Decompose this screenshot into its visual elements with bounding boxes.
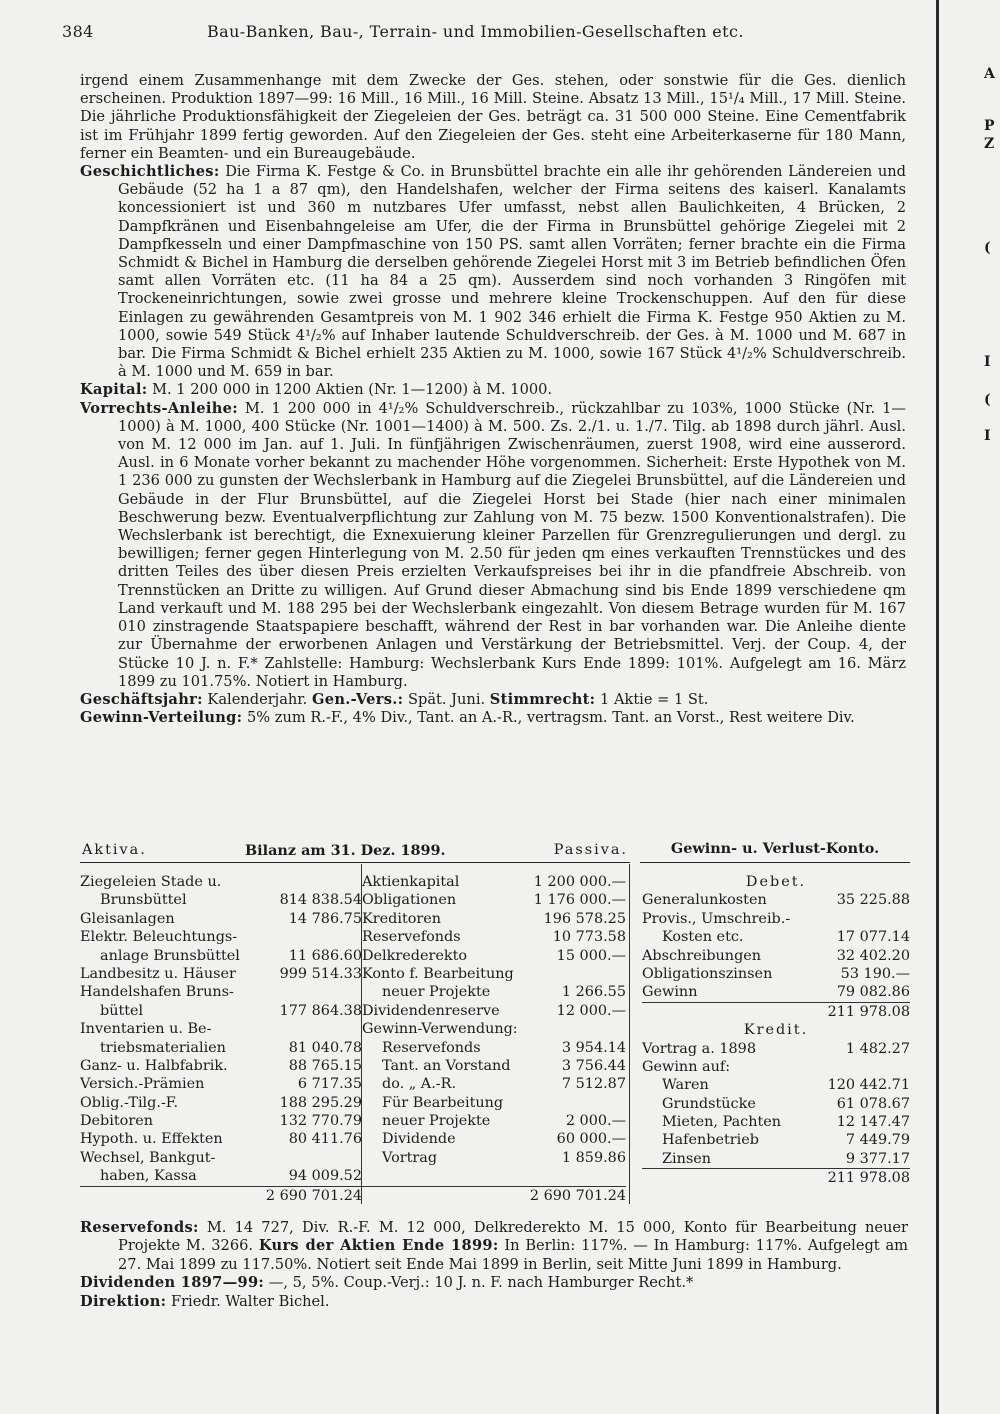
row-value: 10 773.58 bbox=[552, 929, 626, 946]
row-label: Elektr. Beleuchtungs- bbox=[80, 929, 238, 946]
reservefonds-label: Reservefonds: bbox=[80, 1219, 199, 1236]
row-label: Tant. an Vorstand bbox=[382, 1057, 511, 1074]
passiva-row bbox=[362, 1039, 626, 1057]
margin-letter: ( bbox=[984, 240, 991, 256]
row-value: 32 402.20 bbox=[836, 947, 910, 964]
row-value: 1 176 000.— bbox=[533, 892, 626, 909]
row-value: 79 082.86 bbox=[836, 984, 910, 1001]
passiva-row bbox=[362, 1020, 626, 1038]
row-label: Debitoren bbox=[80, 1113, 153, 1130]
aktiva-row bbox=[80, 1039, 362, 1057]
row-label: Für Bearbeitung bbox=[382, 1094, 504, 1111]
aktiva-row bbox=[80, 891, 362, 909]
row-label: haben, Kassa bbox=[100, 1168, 197, 1185]
row-value: 94 009.52 bbox=[288, 1168, 362, 1185]
kredit-heading bbox=[642, 1021, 910, 1039]
passiva-row bbox=[362, 1057, 626, 1075]
guv-title: Gewinn- u. Verlust-Konto. bbox=[640, 840, 910, 863]
row-label: Mieten, Pachten bbox=[662, 1114, 782, 1131]
kapital-section bbox=[80, 381, 906, 399]
passiva-row bbox=[362, 910, 626, 928]
row-label: büttel bbox=[100, 1002, 144, 1019]
row-value: 11 686.60 bbox=[288, 947, 362, 964]
passiva-row bbox=[362, 1149, 626, 1167]
margin-letter: I bbox=[984, 428, 991, 444]
kredit-row bbox=[642, 1131, 910, 1149]
reserve-kurs-section bbox=[80, 1219, 908, 1274]
passiva-row bbox=[362, 1094, 626, 1112]
aktiva-row bbox=[80, 873, 362, 891]
margin-letter: Z bbox=[984, 136, 995, 152]
row-value: 80 411.76 bbox=[288, 1131, 362, 1148]
anleihe-text: M. 1 200 000 in 4¹/₂% Schuldverschreib., rückzahlbar zu 103%, 1000 Stücke (Nr. 1—1000) à M. 1000, 400 Stücke (Nr. 1001—1400) à M. 500. Zs. 2./1. u. 1./7. Tilg. ab 1898 durch jährl. Ausl. von M. 12 000 im Jan. auf 1. Juli. In fünfjährigen Zwischenräumen, zuerst 1908, wird eine ausserord. Ausl. in 6 Monate vorher bekannt zu machender Höhe vorgenommen. Sicherheit: Erste Hypothek von M. 1 236 000 zu gunsten der Wechslerbank in Hamburg auf die Ziegelei Brunsbüttel, auf die Ländereien und Gebäude in der Flur Brunsbüttel, auf die Ziegelei Horst bei Stade (hier nach einer minimalen Beschwerung bezw. Eventualverpflichtung zur Zahlung von M. 75 bezw. 1500 Konventionalstrafen). Die Wechslerbank ist berechtigt, die Exnexuierung kleiner Parzellen für Grenzregulierungen und dergl. zu bewilligen; ferner gegen Hinterlegung von M. 2.50 für jeden qm eines verkauften Trennstückes und des dritten Teiles des über diesen Preis erzielten Verkaufspreises bei ihr in die pfandfreie Abschreib. von Trennstücken an Dritte zu willigen. Auf Grund dieser Abmachung sind bis Ende 1899 verschiedene qm Land verkauft und M. 188 295 bei der Wechslerbank eingezahlt. Von diesem Betrage wurden für M. 167 010 zinstragende Staatspapiere beschafft, während der Rest in bar vorhanden war. Die Anleihe diente zur Übernahme der erworbenen Anlagen und Verstärkung der Betriebsmittel. Verj. der Coup. 4, der Stücke 10 J. n. F.* Zahlstelle: Hamburg: Wechslerbank Kurs Ende 1899: 101%. Aufgelegt am 16. März 1899 zu 101.75%. Notiert in Hamburg. bbox=[118, 399, 906, 690]
row-value: 2 690 701.24 bbox=[265, 1187, 362, 1204]
row-label: Abschreibungen bbox=[642, 947, 762, 964]
row-label: Gleisanlagen bbox=[80, 910, 175, 927]
row-value: 14 786.75 bbox=[288, 910, 362, 927]
row-value: 211 978.08 bbox=[827, 1170, 910, 1187]
dividenden-text: —, 5, 5%. Coup.-Verj.: 10 J. n. F. nach Hamburger Recht.* bbox=[268, 1274, 694, 1292]
aktiva-row bbox=[80, 983, 362, 1001]
row-label: Vortrag bbox=[382, 1149, 438, 1166]
row-value: 12 147.47 bbox=[836, 1114, 910, 1131]
aktiva-row bbox=[80, 1167, 362, 1185]
guv-column bbox=[642, 873, 910, 1188]
row-label: Dividende bbox=[382, 1131, 456, 1148]
row-value: 53 190.— bbox=[840, 965, 910, 982]
row-label: Kredit. bbox=[743, 1022, 809, 1039]
row-label: Brunsbüttel bbox=[100, 892, 187, 909]
kapital-label: Kapital: bbox=[80, 381, 148, 399]
row-value: 7 512.87 bbox=[561, 1076, 626, 1093]
aktiva-row bbox=[80, 1020, 362, 1038]
direktion-section bbox=[80, 1293, 908, 1311]
aktiva-row bbox=[80, 1094, 362, 1112]
passiva-row bbox=[362, 947, 626, 965]
row-label: Vortrag a. 1898 bbox=[642, 1040, 756, 1057]
row-label: Obligationszinsen bbox=[642, 965, 773, 982]
passiva-row bbox=[362, 1130, 626, 1148]
row-value: 60 000.— bbox=[556, 1131, 626, 1148]
kurs-label: Kurs der Aktien Ende 1899: bbox=[258, 1237, 499, 1255]
margin-letter: ( bbox=[984, 392, 991, 408]
aktiva-row bbox=[80, 947, 362, 965]
page-header bbox=[62, 22, 922, 48]
passiva-row bbox=[362, 891, 626, 909]
row-label: Dividendenreserve bbox=[362, 1002, 500, 1019]
aktiva-total-row bbox=[80, 1186, 362, 1205]
row-label: Hafenbetrieb bbox=[662, 1132, 759, 1149]
kredit-row bbox=[642, 1076, 910, 1094]
balance-header bbox=[80, 840, 630, 863]
row-value: 61 078.67 bbox=[836, 1095, 910, 1112]
debet-heading bbox=[642, 873, 910, 891]
geschichtliches-section bbox=[80, 163, 906, 381]
row-label: Delkrederekto bbox=[362, 947, 468, 964]
row-value: 81 040.78 bbox=[288, 1039, 362, 1056]
margin-letter: P bbox=[984, 118, 995, 134]
direktion-text: Friedr. Walter Bichel. bbox=[170, 1292, 330, 1310]
balance-title: Bilanz am 31. Dez. 1899. bbox=[245, 842, 446, 859]
company-footer bbox=[80, 1219, 908, 1311]
row-label: Gewinn bbox=[642, 984, 698, 1001]
row-label: Provis., Umschreib.- bbox=[642, 910, 791, 927]
company-description bbox=[80, 72, 906, 727]
row-value: 17 077.14 bbox=[836, 929, 910, 946]
row-label: neuer Projekte bbox=[382, 984, 491, 1001]
row-label: Aktienkapital bbox=[362, 874, 460, 890]
debet-row bbox=[642, 947, 910, 965]
margin-letter: I bbox=[984, 354, 991, 370]
row-label: Obligationen bbox=[362, 892, 457, 909]
kurs-text: In Berlin: 117%. — In Hamburg: 117%. Aufgelegt am 27. Mai 1899 zu 117.50%. Notiert seit Ende Mai 1899 in Berlin, seit Mitte Juni 1899 in Hamburg. bbox=[118, 1237, 909, 1273]
row-label: neuer Projekte bbox=[382, 1113, 491, 1130]
kredit-total-row bbox=[642, 1168, 910, 1187]
geschichtliches-label: Geschichtliches: bbox=[80, 163, 220, 181]
aktiva-row bbox=[80, 1112, 362, 1130]
anleihe-section bbox=[80, 400, 906, 691]
kapital-text: M. 1 200 000 in 1200 Aktien (Nr. 1—1200) à M. 1000. bbox=[152, 381, 553, 399]
row-value: 15 000.— bbox=[556, 947, 626, 964]
stimmrecht-label: Stimmrecht: bbox=[489, 690, 596, 708]
gewinn-text: 5% zum R.-F., 4% Div., Tant. an A.-R., vertragsm. Tant. an Vorst., Rest weitere Div. bbox=[247, 709, 855, 727]
row-label: Debet. bbox=[745, 874, 807, 890]
aktiva-row bbox=[80, 1057, 362, 1075]
geschaeftsjahr-text: Kalenderjahr. bbox=[207, 690, 308, 708]
meta-section bbox=[80, 691, 906, 709]
aktiva-row bbox=[80, 965, 362, 983]
aktiva-label: Aktiva. bbox=[82, 842, 147, 858]
row-label: Oblig.-Tilg.-F. bbox=[80, 1094, 179, 1111]
financial-tables bbox=[80, 840, 910, 1215]
row-value: 1 859.86 bbox=[561, 1149, 626, 1166]
kredit-row bbox=[642, 1150, 910, 1168]
geschaeftsjahr-label: Geschäftsjahr: bbox=[80, 690, 203, 708]
aktiva-row bbox=[80, 1002, 362, 1020]
row-value: 132 770.79 bbox=[279, 1113, 362, 1130]
dividenden-section bbox=[80, 1274, 908, 1292]
running-title: Bau-Banken, Bau-, Terrain- und Immobilien-Gesellschaften etc. bbox=[207, 22, 744, 41]
gen-vers-text: Spät. Juni. bbox=[407, 690, 486, 708]
row-value: 814 838.54 bbox=[279, 892, 362, 909]
passiva-total-row bbox=[362, 1186, 626, 1205]
row-label: do. „ A.-R. bbox=[382, 1076, 457, 1093]
gen-vers-label: Gen.-Vers.: bbox=[311, 690, 404, 708]
row-value: 1 482.27 bbox=[845, 1040, 910, 1057]
row-label: Hypoth. u. Effekten bbox=[80, 1131, 223, 1148]
row-label: Konto f. Bearbeitung bbox=[362, 965, 514, 982]
column-divider bbox=[629, 864, 630, 1204]
row-label: Gewinn auf: bbox=[642, 1058, 731, 1075]
row-value: 9 377.17 bbox=[845, 1150, 910, 1167]
aktiva-column bbox=[80, 873, 362, 1205]
row-label: Generalunkosten bbox=[642, 892, 767, 909]
row-label: Ziegeleien Stade u. bbox=[80, 874, 222, 890]
passiva-row bbox=[362, 1002, 626, 1020]
kredit-row bbox=[642, 1095, 910, 1113]
row-label: Handelshafen Bruns- bbox=[80, 984, 234, 1001]
row-value: 3 954.14 bbox=[561, 1039, 626, 1056]
margin-letter: A bbox=[984, 66, 995, 82]
page-number: 384 bbox=[62, 22, 94, 41]
passiva-row bbox=[362, 983, 626, 1001]
direktion-label: Direktion: bbox=[80, 1292, 167, 1310]
row-value: 7 449.79 bbox=[845, 1132, 910, 1149]
debet-row bbox=[642, 965, 910, 983]
row-label: Ganz- u. Halbfabrik. bbox=[80, 1057, 228, 1074]
debet-row bbox=[642, 910, 910, 928]
row-label: Reservefonds bbox=[382, 1039, 481, 1056]
page-edge-rule bbox=[936, 0, 939, 1414]
next-page-margin bbox=[984, 0, 1000, 1414]
row-value: 196 578.25 bbox=[543, 910, 626, 927]
row-label: Inventarien u. Be- bbox=[80, 1021, 212, 1038]
row-value: 177 864.38 bbox=[279, 1002, 362, 1019]
passiva-column bbox=[362, 873, 626, 1205]
geschichtliches-text: Die Firma K. Festge & Co. in Brunsbüttel brachte ein alle ihr gehörenden Ländereien und Gebäude (52 ha 1 a 87 qm), den Handelshafen, welcher der Firma seitens des kaiserl. Kanalamts koncessioniert ist und 360 m nutzbares Ufer umfasst, nebst allen Baulichkeiten, 4 Brücken, 2 Dampfkränen und Eisenbahngeleise am Ufer, die der Firma in Brunsbüttel gehörige Ziegelei mit 2 Dampfkesseln und einer Dampfmaschine von 150 PS. samt allen Vorräten; ferner brachte ein die Firma Schmidt & Bichel in Hamburg die derselben gehörende Ziegelei Horst mit 3 im Betrieb befindlichen Öfen samt allen Vorräten etc. (11 ha 84 a 25 qm). Ausserdem sind noch vorhanden 3 Ringöfen mit Trockeneinrichtungen, sowie zwei grosse und mehrere kleine Trockenschuppen. Auf den für diese Einlagen zu gewährenden Gesamtpreis von M. 1 902 346 erhielt die Firma K. Festge 950 Aktien zu M. 1000, sowie 549 Stück 4¹/₂% auf Inhaber lautende Schuldverschreib. der Ges. à M. 1000 und M. 687 in bar. Die Firma Schmidt & Bichel erhielt 235 Aktien zu M. 1000, sowie 167 Stück 4¹/₂% Schuldverschreib. à M. 1000 und M. 659 in bar. bbox=[118, 163, 907, 381]
row-label: Reservefonds bbox=[362, 929, 461, 946]
row-value: 12 000.— bbox=[556, 1002, 626, 1019]
debet-total-row bbox=[642, 1002, 910, 1021]
gewinn-section bbox=[80, 709, 906, 727]
row-value: 2 690 701.24 bbox=[529, 1187, 626, 1204]
intro-paragraph: irgend einem Zusammenhange mit dem Zwecke der Ges. stehen, oder sonstwie für die Ges. dienlich erscheinen. Produktion 1897—99: 16 Mill., 16 Mill., 16 Mill. Steine. Absatz 13 Mill., 15¹/₄ Mill., 17 Mill. Steine. Die jährliche Produktionsfähigkeit der Ziegeleien der Ges. beträgt ca. 31 500 000 Steine. Eine Cementfabrik ist im Frühjahr 1899 fertig geworden. Auf den Ziegeleien der Ges. steht eine Arbeiterkaserne für 180 Mann, ferner ein Beamten- und ein Bureaugebäude. bbox=[80, 72, 906, 162]
row-label: Waren bbox=[662, 1077, 709, 1094]
aktiva-row bbox=[80, 928, 362, 946]
passiva-row bbox=[362, 965, 626, 983]
aktiva-row bbox=[80, 1149, 362, 1167]
row-label: Wechsel, Bankgut- bbox=[80, 1149, 216, 1166]
kredit-row bbox=[642, 1040, 910, 1058]
row-value: 120 442.71 bbox=[827, 1077, 910, 1094]
row-value: 6 717.35 bbox=[297, 1076, 362, 1093]
passiva-row bbox=[362, 873, 626, 891]
row-label: Versich.-Prämien bbox=[80, 1076, 205, 1093]
row-label: anlage Brunsbüttel bbox=[100, 947, 240, 964]
dividenden-label: Dividenden 1897—99: bbox=[80, 1274, 265, 1292]
kredit-row bbox=[642, 1058, 910, 1076]
gewinn-label: Gewinn-Verteilung: bbox=[80, 709, 243, 727]
anleihe-label: Vorrechts-Anleihe: bbox=[80, 399, 238, 417]
row-value: 3 756.44 bbox=[561, 1057, 626, 1074]
row-label: Gewinn-Verwendung: bbox=[362, 1021, 518, 1038]
row-label: Zinsen bbox=[662, 1150, 712, 1167]
debet-row bbox=[642, 891, 910, 909]
row-value: 35 225.88 bbox=[836, 892, 910, 909]
passiva-label: Passiva. bbox=[553, 842, 628, 858]
row-label: Kosten etc. bbox=[662, 929, 744, 946]
reservefonds-text: M. 14 727, Div. R.-F. M. 12 000, Delkrederekto M. 15 000, Konto für Bearbeitung neuer Projekte M. 3266. bbox=[118, 1219, 908, 1255]
aktiva-row bbox=[80, 1130, 362, 1148]
row-value: 188 295.29 bbox=[279, 1094, 362, 1111]
passiva-row bbox=[362, 1167, 626, 1185]
row-value: 88 765.15 bbox=[288, 1057, 362, 1074]
kredit-row bbox=[642, 1113, 910, 1131]
row-value: 2 000.— bbox=[565, 1113, 626, 1130]
debet-row bbox=[642, 983, 910, 1001]
row-value: 999 514.33 bbox=[279, 965, 362, 982]
stimmrecht-text: 1 Aktie = 1 St. bbox=[600, 690, 709, 708]
passiva-row bbox=[362, 1112, 626, 1130]
aktiva-row bbox=[80, 910, 362, 928]
row-label: triebsmaterialien bbox=[100, 1039, 226, 1056]
debet-row bbox=[642, 928, 910, 946]
passiva-row bbox=[362, 928, 626, 946]
row-value: 211 978.08 bbox=[827, 1003, 910, 1020]
row-value: 1 200 000.— bbox=[533, 874, 626, 890]
row-label: Kreditoren bbox=[362, 910, 442, 927]
aktiva-row bbox=[80, 1075, 362, 1093]
row-label: Grundstücke bbox=[662, 1095, 756, 1112]
row-value: 1 266.55 bbox=[561, 984, 626, 1001]
passiva-row bbox=[362, 1075, 626, 1093]
row-label: Landbesitz u. Häuser bbox=[80, 965, 236, 982]
